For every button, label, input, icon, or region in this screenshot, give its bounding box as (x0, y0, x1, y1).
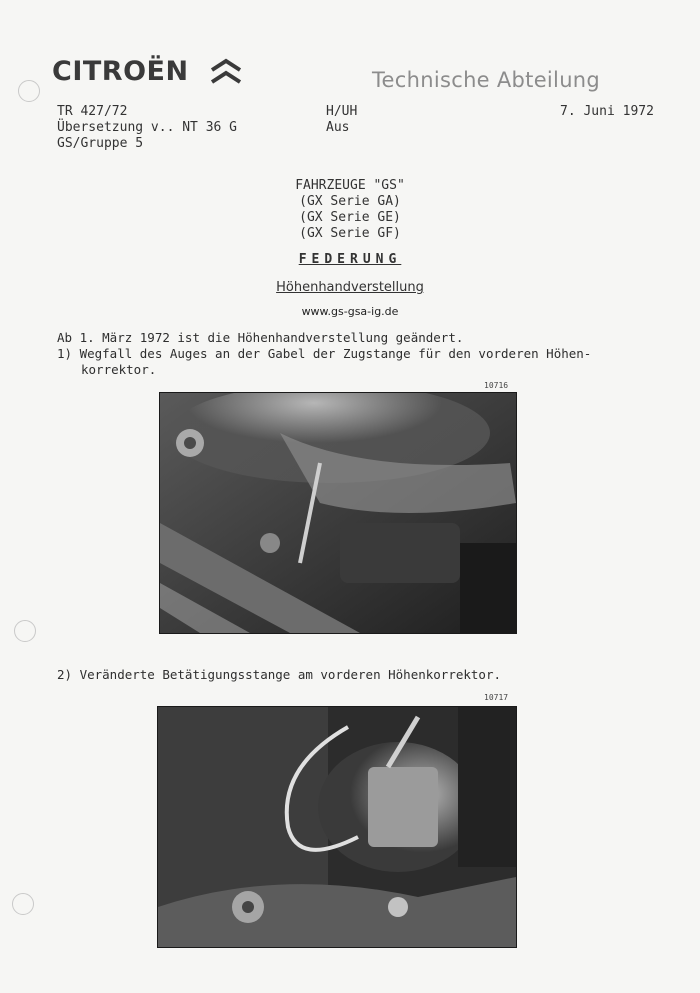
vehicle-line: (GX Serie GF) (299, 226, 401, 241)
figure-photo-2 (157, 706, 517, 948)
hole-punch-bottom (12, 893, 34, 915)
reference-block (57, 104, 237, 152)
subsection-title: Höhenhandverstellung (276, 280, 424, 295)
author-line: H/UH (326, 104, 358, 119)
vehicle-line: FAHRZEUGE "GS" (295, 178, 405, 193)
item-2-text: 2) Veränderte Betätigungsstange am vorderen Höhenkorrektor. (57, 667, 502, 682)
item-1-line-2: korrektor. (81, 362, 157, 377)
hole-punch-top (18, 80, 40, 102)
reference-line: TR 427/72 (57, 104, 128, 119)
intro-text: Ab 1. März 1972 ist die Höhenhandverstellung geändert. (57, 330, 464, 345)
figure-photo-1 (159, 392, 517, 634)
reference-line: Übersetzung v.. NT 36 G (57, 120, 238, 135)
vehicle-line: (GX Serie GE) (299, 210, 401, 225)
department-title: Technische Abteilung (372, 68, 601, 92)
figure-number: 10716 (484, 381, 509, 390)
reference-line: GS/Gruppe 5 (57, 136, 144, 151)
item-1-line-1: 1) Wegfall des Auges an der Gabel der Zugstange für den vorderen Höhen- (57, 346, 592, 361)
vehicle-line: (GX Serie GA) (299, 194, 401, 209)
document-date: 7. Juni 1972 (560, 104, 654, 119)
section-title: FEDERUNG (298, 252, 402, 267)
hole-punch-middle (14, 620, 36, 642)
website-link[interactable]: www.gs-gsa-ig.de (301, 305, 399, 318)
double-chevron-logo-icon (210, 58, 242, 90)
author-line: Aus (326, 120, 350, 135)
vehicle-block (250, 178, 450, 242)
author-block (326, 104, 357, 136)
brand-logo: CITROËN (52, 56, 189, 87)
figure-number: 10717 (484, 693, 509, 702)
